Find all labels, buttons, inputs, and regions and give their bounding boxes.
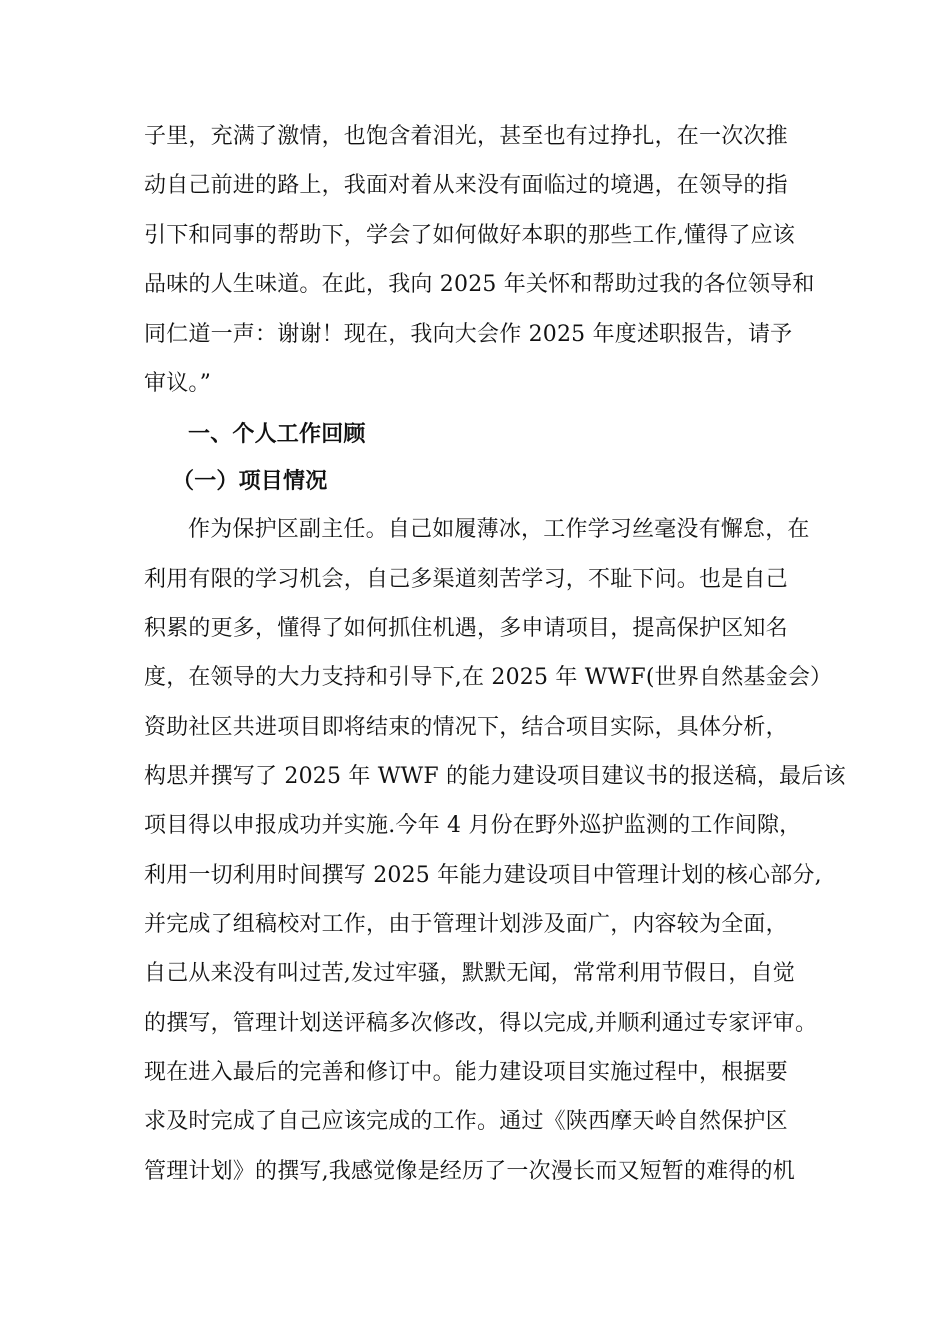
paragraph-line: 同仁道一声：谢谢！现在，我向大会作 2025 年度述职报告，请予 bbox=[144, 322, 793, 347]
paragraph-line: 资助社区共进项目即将结束的情况下，结合项目实际，具体分析， bbox=[144, 715, 788, 740]
paragraph-line: 求及时完成了自己应该完成的工作。通过《陕西摩天岭自然保护区 bbox=[144, 1109, 788, 1134]
paragraph-line: 子里，充满了激情，也饱含着泪光，甚至也有过挣扎，在一次次推 bbox=[144, 124, 788, 149]
paragraph-line: 度，在领导的大力支持和引导下,在 2025 年 WWF(世界自然基金会） bbox=[144, 665, 833, 690]
paragraph-line: 审议。” bbox=[144, 371, 212, 396]
paragraph-line: 现在进入最后的完善和修订中。能力建设项目实施过程中，根据要 bbox=[144, 1060, 788, 1085]
section-heading: 一、个人工作回顾 bbox=[188, 421, 366, 447]
paragraph-line: 动自己前进的路上，我面对着从来没有面临过的境遇，在领导的指 bbox=[144, 173, 788, 198]
paragraph-line: 作为保护区副主任。自己如履薄冰，工作学习丝毫没有懈怠，在 bbox=[188, 517, 810, 542]
paragraph-line: 自己从来没有叫过苦,发过牢骚，默默无闻，常常利用节假日，自觉 bbox=[144, 961, 795, 986]
paragraph-line: 积累的更多，懂得了如何抓住机遇，多申请项目，提高保护区知名 bbox=[144, 616, 788, 641]
paragraph-line: 管理计划》的撰写,我感觉像是经历了一次漫长而又短暂的难得的机 bbox=[144, 1159, 795, 1184]
paragraph-line: 项目得以申报成功并实施.今年 4 月份在野外巡护监测的工作间隙， bbox=[144, 813, 802, 838]
subsection-heading: （一）项目情况 bbox=[172, 468, 328, 494]
paragraph-line: 的撰写，管理计划送评稿多次修改，得以完成,并顺利通过专家评审。 bbox=[144, 1011, 818, 1036]
paragraph-line: 利用一切利用时间撰写 2025 年能力建设项目中管理计划的核心部分, bbox=[144, 863, 822, 888]
paragraph-line: 品味的人生味道。在此，我向 2025 年关怀和帮助过我的各位领导和 bbox=[144, 272, 815, 297]
paragraph-line: 引下和同事的帮助下，学会了如何做好本职的那些工作,懂得了应该 bbox=[144, 223, 795, 248]
paragraph-line: 利用有限的学习机会，自己多渠道刻苦学习，不耻下问。也是自己 bbox=[144, 567, 788, 592]
paragraph-line: 并完成了组稿校对工作，由于管理计划涉及面广，内容较为全面， bbox=[144, 912, 788, 937]
paragraph-line: 构思并撰写了 2025 年 WWF 的能力建设项目建议书的报送稿，最后该 bbox=[144, 764, 846, 789]
